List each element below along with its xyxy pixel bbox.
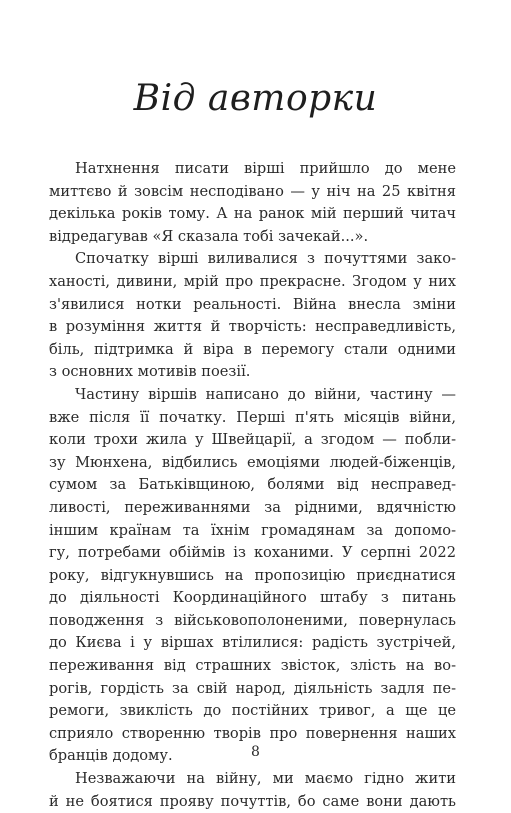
text-line: до діяльності Координаційного штабу з питань xyxy=(49,589,456,607)
text-line: бранців додому. xyxy=(49,747,173,765)
text-line: декілька років тому. А на ранок мій перший читач xyxy=(49,205,456,223)
page-number: 8 xyxy=(251,744,260,760)
text-line: вже після її початку. Перші п'ять місяців війни, xyxy=(49,408,456,426)
text-line: зу Мюнхена, відбились емоціями людей-біженців, xyxy=(49,453,456,471)
text-line: з'явилися нотки реальності. Війна внесла зміни xyxy=(49,295,456,313)
text-line: переживання від страшних звісток, злість на во- xyxy=(49,657,456,675)
text-line: миттєво й зовсім несподівано — у ніч на 25 квітня xyxy=(49,182,456,200)
text-line: відредагував «Я сказала тобі зачекай...». xyxy=(49,227,369,245)
text-line: з основних мотивів поезії. xyxy=(49,363,251,381)
text-line: ремоги, звиклість до постійних тривог, а ще це xyxy=(49,702,456,720)
text-line: коли трохи жила у Швейцарії, а згодом — побли- xyxy=(49,431,456,449)
text-line: біль, підтримка й віра в перемогу стали одними xyxy=(49,340,456,358)
text-line: гу, потребами обіймів із коханими. У серпні 2022 xyxy=(49,544,456,562)
paragraph xyxy=(49,384,456,768)
text-line: Незважаючи на війну, ми маємо гідно жити xyxy=(75,770,456,788)
text-line: Натхнення писати вірші прийшло до мене xyxy=(75,160,456,177)
body-text xyxy=(49,158,456,813)
text-line: Частину віршів написано до війни, частину — xyxy=(75,385,456,403)
text-line: року, відгукнувшись на пропозицію приєднатися xyxy=(49,566,456,584)
text-line: ливості, переживаннями за рідними, вдячністю xyxy=(49,498,456,516)
paragraph xyxy=(49,248,456,384)
text-line: ханості, дивини, мрій про прекрасне. Згодом у них xyxy=(49,272,456,290)
text-line: Спочатку вірші виливалися з почуттями зако- xyxy=(75,250,456,268)
text-line: сумом за Батьківщиною, болями від несправед- xyxy=(49,476,456,494)
text-line: до Києва і у віршах втілилися: радість зустрічей, xyxy=(49,634,456,652)
text-line: в розуміння життя й творчість: несправедливість, xyxy=(49,318,456,336)
text-line: рогів, гордість за свій народ, діяльність задля пе- xyxy=(49,679,456,697)
text-line: поводження з військовополоненими, повернулась xyxy=(49,611,456,629)
page-title: Від авторки xyxy=(133,78,378,119)
text-line: сприяло створенню творів про повернення наших xyxy=(49,724,456,742)
text-line: іншим країнам та їхнім громадянам за допомо- xyxy=(49,521,456,539)
paragraph xyxy=(49,768,456,813)
paragraph xyxy=(49,158,456,248)
text-line: й не боятися прояву почуттів, бо саме вони дають xyxy=(49,792,456,810)
